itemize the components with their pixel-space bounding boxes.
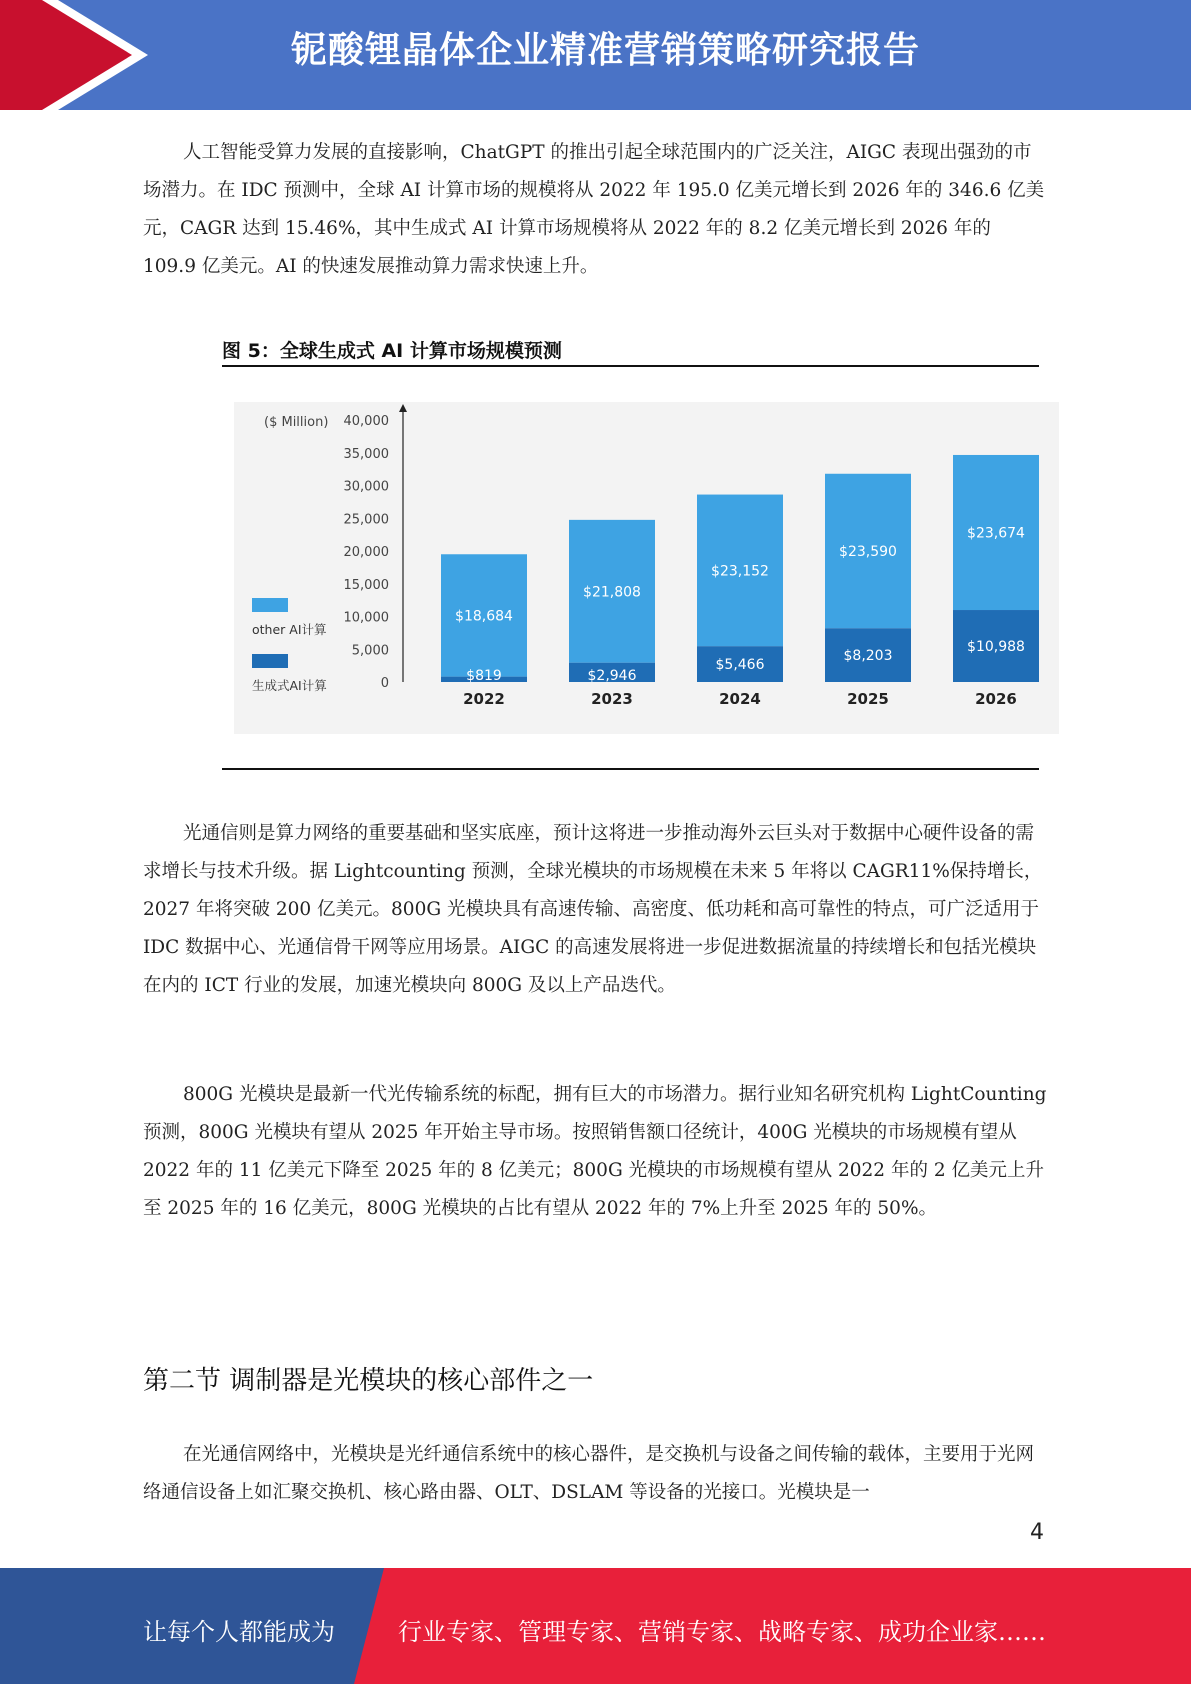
data-label-generative-ai: $2,946 xyxy=(587,668,637,684)
bars-group xyxy=(441,455,1039,684)
data-label-other-ai: $18,684 xyxy=(455,608,513,625)
y-tick-label: 10,000 xyxy=(343,610,389,626)
chart-legend xyxy=(252,598,327,693)
y-tick-label: 0 xyxy=(380,676,389,691)
x-tick-label: 2024 xyxy=(719,690,761,708)
data-label-generative-ai: $819 xyxy=(466,668,502,684)
page-number: 4 xyxy=(1030,1520,1044,1545)
paragraph-ai-market: 人工智能受算力发展的直接影响，ChatGPT 的推出引起全球范围内的广泛关注，AIGC 表现出强劲的市场潜力。在 IDC 预测中，全球 AI 计算市场的规模将从 2022 年 195.0 亿美元增长到 2026 年的 346.6 亿美元，CAGR 达到 15.46%，其中生成式 AI 计算市场规模将从 2022 年的 8.2 亿美元增长到 2026 年的 109.9 亿美元。AI 的快速发展推动算力需求快速上升。 xyxy=(143,142,1045,277)
footer-slogan-right: 行业专家、管理专家、营销专家、战略专家、成功企业家…… xyxy=(398,1618,1046,1646)
header-banner xyxy=(0,0,1191,110)
x-tick-label: 2022 xyxy=(463,690,505,708)
stacked-bar-chart xyxy=(234,402,1059,734)
y-tick-label: 40,000 xyxy=(343,414,389,429)
legend-label: other AI计算 xyxy=(252,622,327,637)
paragraph-optical-module: 在光通信网络中，光模块是光纤通信系统中的核心器件，是交换机与设备之间传输的载体，主要用于光网络通信设备上如汇聚交换机、核心路由器、OLT、DSLAM 等设备的光接口。光模块是一 xyxy=(143,1444,1035,1503)
paragraph-optical-comm: 光通信则是算力网络的重要基础和坚实底座，预计这将进一步推动海外云巨头对于数据中心硬件设备的需求增长与技术升级。据 Lightcounting 预测，全球光模块的市场规模在未来 5 年将以 CAGR11%保持增长，2027 年将突破 200 亿美元。800G 光模块具有高速传输、高密度、低功耗和高可靠性的特点，可广泛适用于 IDC 数据中心、光通信骨干网等应用场景。AIGC 的高速发展将进一步促进数据流量的持续增长和包括光模块在内的 ICT 行业的发展，加速光模块向 800G 及以上产品迭代。 xyxy=(143,823,1043,996)
x-tick-label: 2025 xyxy=(847,690,889,708)
y-axis-arrow xyxy=(399,404,407,412)
data-label-other-ai: $23,590 xyxy=(839,544,897,561)
x-tick-label: 2023 xyxy=(591,690,633,708)
legend-swatch xyxy=(252,598,288,612)
y-tick-label: 15,000 xyxy=(343,577,389,593)
data-label-other-ai: $23,152 xyxy=(711,563,769,580)
y-tick-label: 25,000 xyxy=(343,512,389,528)
footer-banner xyxy=(0,1568,1191,1684)
y-tick-label: 30,000 xyxy=(343,479,389,495)
figure-title: 图 5：全球生成式 AI 计算市场规模预测 xyxy=(222,340,562,362)
report-title: 铌酸锂晶体企业精准营销策略研究报告 xyxy=(290,30,920,71)
data-label-generative-ai: $5,466 xyxy=(715,657,765,674)
legend-swatch xyxy=(252,654,288,668)
x-tick-label: 2026 xyxy=(975,690,1017,708)
footer-slogan-left: 让每个人都能成为 xyxy=(143,1618,335,1646)
y-tick-label: 5,000 xyxy=(351,643,389,659)
figure-bottom-rule xyxy=(222,768,1039,770)
x-axis xyxy=(463,690,1017,708)
y-tick-label: 35,000 xyxy=(343,446,389,462)
paragraph-800g-module: 800G 光模块是最新一代光传输系统的标配，拥有巨大的市场潜力。据行业知名研究机构 LightCounting 预测，800G 光模块有望从 2025 年开始主导市场。按照销售额口径统计，400G 光模块的市场规模有望从 2022 年的 11 亿美元下降至 2025 年的 8 亿美元；800G 光模块的市场规模有望从 2022 年的 2 亿美元上升至 2025 年的 16 亿美元，800G 光模块的占比有望从 2022 年的 7%上升至 2025 年的 50%。 xyxy=(143,1084,1047,1219)
y-axis xyxy=(344,404,408,691)
data-label-generative-ai: $10,988 xyxy=(967,639,1025,656)
legend-label: 生成式AI计算 xyxy=(252,678,327,693)
data-label-generative-ai: $8,203 xyxy=(843,648,893,665)
data-label-other-ai: $21,808 xyxy=(583,584,641,601)
chart-unit-label: ($ Million) xyxy=(264,415,329,430)
y-tick-label: 20,000 xyxy=(343,545,389,560)
data-label-other-ai: $23,674 xyxy=(967,525,1025,542)
section-heading: 第二节 调制器是光模块的核心部件之一 xyxy=(143,1366,594,1396)
figure-top-rule xyxy=(222,365,1039,367)
